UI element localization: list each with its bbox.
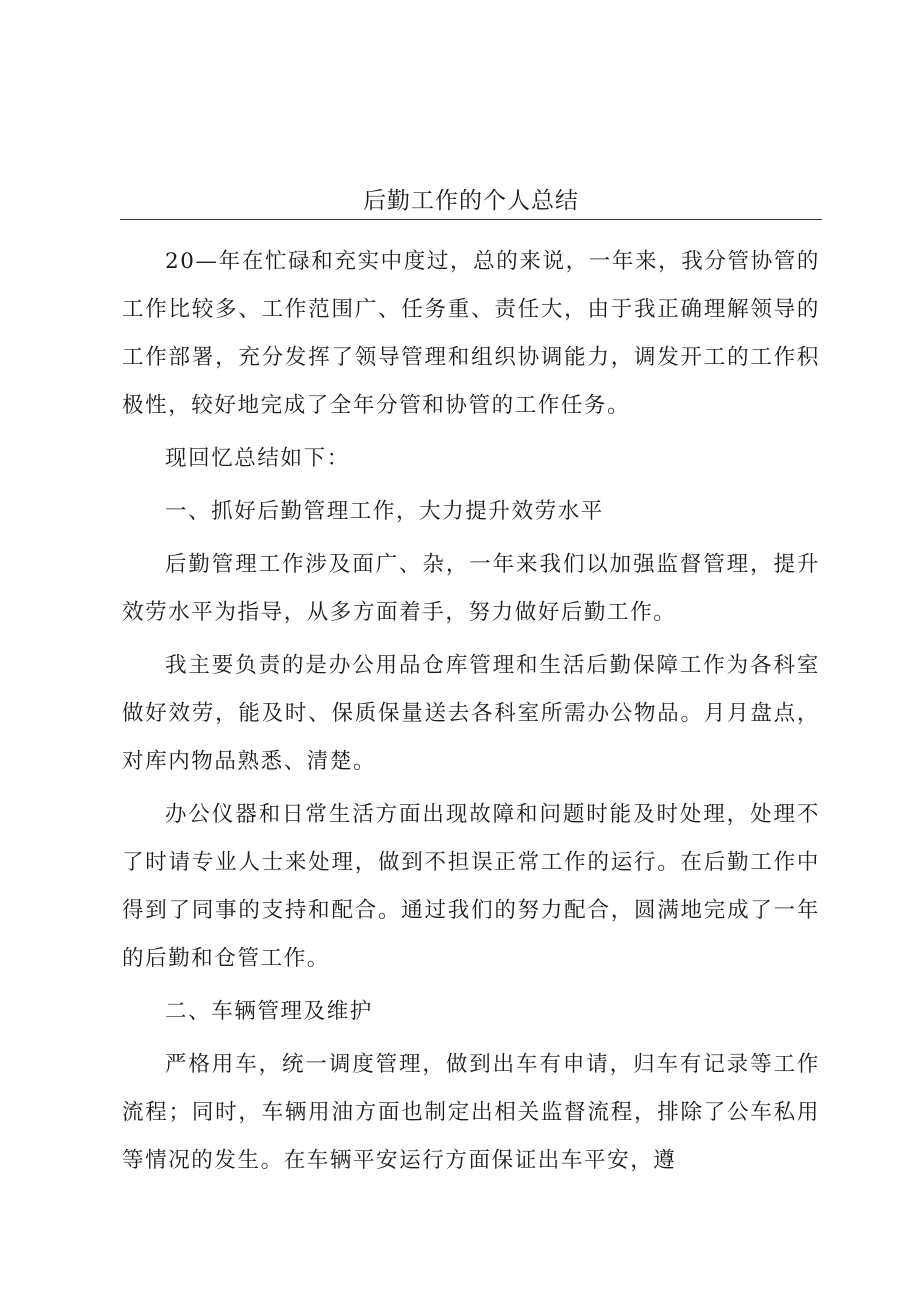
paragraph-office-supplies: 我主要负责的是办公用品仓库管理和生活后勤保障工作为各科室做好效劳，能及时、保质保量送去各科室所需办公物品。月月盘点，对库内物品熟悉、清楚。 xyxy=(122,653,820,774)
paragraph-equipment-maintenance: 办公仪器和日常生活方面出现故障和问题时能及时处理，处理不了时请专业人士来处理，做到不担误正常工作的运行。在后勤工作中得到了同事的支持和配合。通过我们的努力配合，圆满地完成了一年的后勤和仓管工作。 xyxy=(122,802,820,971)
section-heading-1: 一、抓好后勤管理工作，大力提升效劳水平 xyxy=(165,499,604,524)
paragraph-summary-lead: 现回忆总结如下： xyxy=(165,446,350,471)
paragraph-intro: 20—年在忙碌和充实中度过，总的来说，一年来，我分管协管的工作比较多、工作范围广、任务重、责任大，由于我正确理解领导的工作部署，充分发挥了领导管理和组织协调能力，调发开工的工作积极性，较好地完成了全年分管和协管的工作任务。 xyxy=(122,249,820,418)
document-body xyxy=(122,238,820,1190)
title-underline xyxy=(120,219,822,220)
document-title: 后勤工作的个人总结 xyxy=(363,188,579,214)
section-heading-2: 二、车辆管理及维护 xyxy=(165,999,373,1024)
paragraph-vehicle-management: 严格用车，统一调度管理，做到出车有申请，归车有记录等工作流程；同时，车辆用油方面也制定出相关监督流程，排除了公车私用等情况的发生。在车辆平安运行方面保证出车平安，遵 xyxy=(122,1052,820,1173)
paragraph-logistics-management: 后勤管理工作涉及面广、杂，一年来我们以加强监督管理，提升效劳水平为指导，从多方面着手，努力做好后勤工作。 xyxy=(122,552,820,625)
